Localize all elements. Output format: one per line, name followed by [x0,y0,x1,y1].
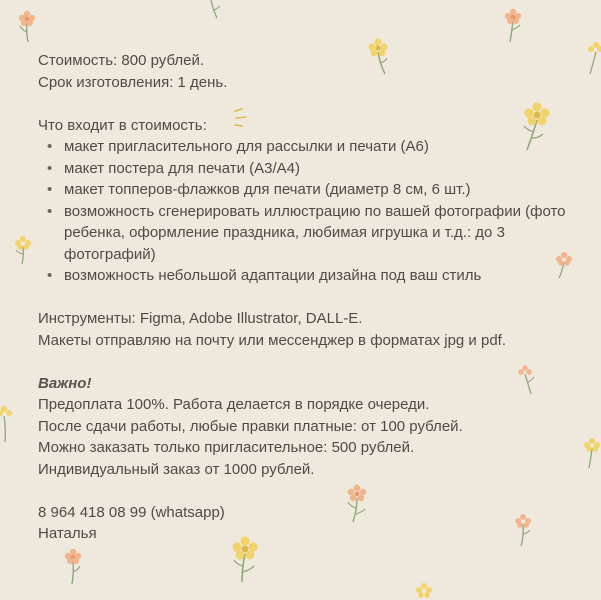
list-item: • макет пригласительного для рассылки и печати (А6) [38,136,583,158]
important-heading: Важно! [38,374,92,392]
important-line: Можно заказать только пригласительное: 500 рублей. [38,439,415,456]
flower-icon [414,580,434,600]
important-line: Индивидуальный заказ от 1000 рублей. [38,460,315,478]
flower-icon [580,436,601,470]
phone-line: 8 964 418 08 99 (whatsapp) [38,503,225,521]
includes-heading: Что входит в стоимость: [38,116,207,134]
price-info [38,50,583,545]
important-line: После сдачи работы, любые правки платные: от 100 рублей. [38,417,463,435]
flower-icon [60,546,86,586]
list-item: • возможность сгенерировать иллюстрацию по вашей фотографии (фото ребенка, оформление праздника, любимая игрушка и т.д.: до 3 фотографий) [38,201,583,266]
price-line: Стоимость: 800 рублей. [38,52,205,69]
list-item: • макет топперов-флажков для печати (диаметр 8 см, 6 шт.) [38,179,583,201]
flower-icon [12,234,34,266]
list-item: • макет постера для печати (А3/А4) [38,158,583,180]
flower-icon [14,8,40,44]
flower-icon [203,0,223,22]
delivery-line: Макеты отправляю на почту или мессенджер в форматах jpg и pdf. [38,331,507,349]
list-item: • возможность небольшой адаптации дизайна под ваш стиль [38,265,583,287]
flower-icon [586,40,601,76]
flower-icon [0,404,14,444]
flower-icon [500,6,526,44]
tools-line: Инструменты: Figma, Adobe Illustrator, DALL-E. [38,310,363,327]
includes-list [38,136,583,287]
duration-line: Срок изготовления: 1 день. [38,73,228,91]
important-line: Предоплата 100%. Работа делается в порядке очереди. [38,396,430,413]
name-line: Наталья [38,525,97,542]
